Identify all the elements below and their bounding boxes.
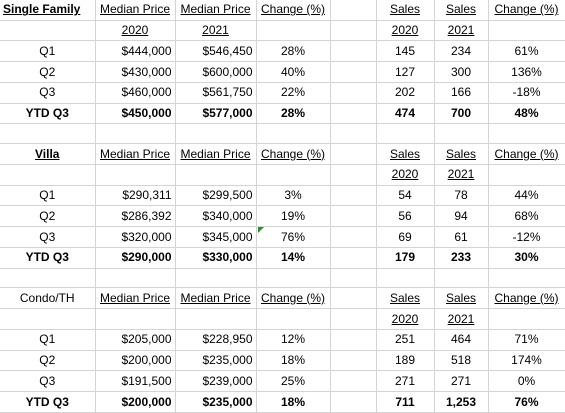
year-sales-2021[interactable]: 2021 [434,20,488,41]
blank-cell[interactable] [330,227,376,248]
quarter-label[interactable]: Q1 [0,329,95,350]
year-row [0,20,565,41]
table-row [0,329,565,350]
header-sales-2020[interactable]: Sales [376,288,434,309]
change-sales-cell[interactable]: 0% [488,371,565,392]
change-sales-cell[interactable]: 44% [488,185,565,206]
section-title[interactable]: Villa [0,144,95,165]
blank-cell[interactable] [330,82,376,103]
blank-cell[interactable] [0,20,95,41]
blank-cell[interactable] [95,124,175,144]
quarter-label[interactable]: Q1 [0,185,95,206]
quarter-label[interactable]: Q3 [0,227,95,248]
change-price-cell[interactable]: 18% [256,350,330,371]
change-sales-cell[interactable]: 71% [488,329,565,350]
year-median-2020[interactable]: 2020 [95,20,175,41]
change-price-cell[interactable]: 25% [256,371,330,392]
blank-cell[interactable] [376,268,434,288]
header-change-price[interactable]: Change (%) [256,0,330,20]
change-sales-cell[interactable]: 68% [488,206,565,227]
header-median-2021[interactable]: Median Price [175,144,256,165]
change-price-cell[interactable]: 12% [256,329,330,350]
median-2021-cell[interactable]: $228,950 [175,329,256,350]
change-sales-cell[interactable]: -18% [488,82,565,103]
spacer-row [0,124,565,144]
header-sales-2021[interactable]: Sales [434,0,488,20]
header-median-2020[interactable]: Median Price [95,144,175,165]
ytd-median-2021[interactable]: $577,000 [175,103,256,124]
blank-cell[interactable] [488,309,565,330]
blank-cell[interactable] [330,41,376,62]
section-title[interactable]: Single Family [0,0,95,20]
change-price-cell[interactable]: 3% [256,185,330,206]
table-row [0,41,565,62]
blank-cell[interactable] [330,206,376,227]
year-row [0,164,565,185]
ytd-label[interactable]: YTD Q3 [0,392,95,413]
median-2020-cell[interactable]: $320,000 [95,227,175,248]
sales-2021-cell[interactable]: 300 [434,62,488,83]
header-sales-2021[interactable]: Sales [434,288,488,309]
ytd-median-2020[interactable]: $450,000 [95,103,175,124]
blank-cell[interactable] [330,0,376,20]
change-sales-cell[interactable]: 61% [488,41,565,62]
ytd-label[interactable]: YTD Q3 [0,103,95,124]
blank-cell[interactable] [488,124,565,144]
blank-cell[interactable] [330,392,376,413]
median-2021-cell[interactable]: $340,000 [175,206,256,227]
median-2020-cell[interactable]: $191,500 [95,371,175,392]
median-2020-cell[interactable]: $200,000 [95,350,175,371]
section-header-row [0,144,565,165]
change-price-cell[interactable]: 40% [256,62,330,83]
ytd-change-sales[interactable]: 30% [488,247,565,268]
sales-2021-cell[interactable]: 166 [434,82,488,103]
quarter-label[interactable]: Q3 [0,371,95,392]
change-price-cell[interactable]: 19% [256,206,330,227]
blank-cell[interactable] [175,309,256,330]
spacer-row [0,268,565,288]
blank-cell[interactable] [175,164,256,185]
blank-cell[interactable] [330,20,376,41]
table-row [0,206,565,227]
table-row [0,185,565,206]
blank-cell[interactable] [488,164,565,185]
blank-cell[interactable] [488,20,565,41]
table-row [0,371,565,392]
header-sales-2021[interactable]: Sales [434,144,488,165]
sales-2021-cell[interactable]: 518 [434,350,488,371]
ytd-change-sales[interactable]: 48% [488,103,565,124]
ytd-median-2021[interactable]: $330,000 [175,247,256,268]
blank-cell[interactable] [330,185,376,206]
sales-2020-cell[interactable]: 271 [376,371,434,392]
year-sales-2020[interactable]: 2020 [376,164,434,185]
sales-2021-cell[interactable]: 61 [434,227,488,248]
quarter-label[interactable]: Q3 [0,82,95,103]
blank-cell[interactable] [95,164,175,185]
median-2021-cell[interactable]: $600,000 [175,62,256,83]
header-median-2020[interactable]: Median Price [95,288,175,309]
section-header-row [0,0,565,20]
cell-indicator-icon [258,227,264,233]
median-2020-cell[interactable]: $460,000 [95,82,175,103]
header-sales-2020[interactable]: Sales [376,0,434,20]
ytd-sales-2021[interactable]: 233 [434,247,488,268]
section-header-row [0,288,565,309]
blank-cell[interactable] [330,309,376,330]
year-sales-2020[interactable]: 2020 [376,309,434,330]
median-2021-cell[interactable]: $235,000 [175,350,256,371]
median-2020-cell[interactable]: $205,000 [95,329,175,350]
median-2021-cell[interactable]: $299,500 [175,185,256,206]
ytd-label[interactable]: YTD Q3 [0,247,95,268]
blank-cell[interactable] [330,350,376,371]
blank-cell[interactable] [330,268,376,288]
blank-cell[interactable] [434,268,488,288]
blank-cell[interactable] [256,20,330,41]
blank-cell[interactable] [330,124,376,144]
header-median-2021[interactable]: Median Price [175,0,256,20]
blank-cell[interactable] [0,309,95,330]
ytd-row [0,103,565,124]
blank-cell[interactable] [256,124,330,144]
header-change-sales[interactable]: Change (%) [488,288,565,309]
ytd-median-2020[interactable]: $200,000 [95,392,175,413]
sales-2021-cell[interactable]: 464 [434,329,488,350]
median-2020-cell[interactable]: $430,000 [95,62,175,83]
year-sales-2021[interactable]: 2021 [434,164,488,185]
change-sales-cell[interactable]: -12% [488,227,565,248]
sales-2021-cell[interactable]: 94 [434,206,488,227]
header-median-2020[interactable]: Median Price [95,0,175,20]
section-title[interactable]: Condo/TH [0,288,95,309]
year-row [0,309,565,330]
median-2021-cell[interactable]: $239,000 [175,371,256,392]
change-price-cell[interactable]: 22% [256,82,330,103]
ytd-sales-2020[interactable]: 179 [376,247,434,268]
ytd-sales-2021[interactable]: 1,253 [434,392,488,413]
change-price-cell[interactable]: 28% [256,41,330,62]
blank-cell[interactable] [95,309,175,330]
blank-cell[interactable] [330,288,376,309]
sales-2020-cell[interactable]: 202 [376,82,434,103]
median-2020-cell[interactable]: $444,000 [95,41,175,62]
ytd-sales-2021[interactable]: 700 [434,103,488,124]
ytd-row [0,247,565,268]
ytd-change-price[interactable]: 28% [256,103,330,124]
blank-cell[interactable] [0,164,95,185]
sales-2020-cell[interactable]: 189 [376,350,434,371]
header-change-price[interactable]: Change (%) [256,288,330,309]
sales-2021-cell[interactable]: 271 [434,371,488,392]
blank-cell[interactable] [330,144,376,165]
change-sales-cell[interactable]: 136% [488,62,565,83]
change-sales-cell[interactable]: 174% [488,350,565,371]
blank-cell[interactable] [330,371,376,392]
quarter-label[interactable]: Q2 [0,350,95,371]
header-median-2021[interactable]: Median Price [175,288,256,309]
ytd-median-2020[interactable]: $290,000 [95,247,175,268]
change-price-cell[interactable]: 76% [256,227,330,248]
sales-2020-cell[interactable]: 69 [376,227,434,248]
blank-cell[interactable] [330,164,376,185]
header-change-price[interactable]: Change (%) [256,144,330,165]
median-2020-cell[interactable]: $286,392 [95,206,175,227]
blank-cell[interactable] [175,124,256,144]
ytd-median-2021[interactable]: $235,000 [175,392,256,413]
sales-2020-cell[interactable]: 145 [376,41,434,62]
header-sales-2020[interactable]: Sales [376,144,434,165]
sales-2021-cell[interactable]: 78 [434,185,488,206]
sales-2020-cell[interactable]: 251 [376,329,434,350]
ytd-sales-2020[interactable]: 711 [376,392,434,413]
blank-cell[interactable] [256,309,330,330]
header-change-sales[interactable]: Change (%) [488,0,565,20]
blank-cell[interactable] [95,268,175,288]
blank-cell[interactable] [376,124,434,144]
ytd-change-price[interactable]: 18% [256,392,330,413]
sales-2021-cell[interactable]: 234 [434,41,488,62]
blank-cell[interactable] [0,268,95,288]
year-median-2021[interactable]: 2021 [175,20,256,41]
blank-cell[interactable] [0,124,95,144]
blank-cell[interactable] [434,124,488,144]
quarter-label[interactable]: Q2 [0,206,95,227]
table-row [0,350,565,371]
blank-cell[interactable] [330,62,376,83]
header-change-sales[interactable]: Change (%) [488,144,565,165]
sales-2020-cell[interactable]: 127 [376,62,434,83]
table-row [0,227,565,248]
blank-cell[interactable] [256,164,330,185]
blank-cell[interactable] [256,268,330,288]
blank-cell[interactable] [330,247,376,268]
blank-cell[interactable] [330,103,376,124]
median-2021-cell[interactable]: $546,450 [175,41,256,62]
median-2021-cell[interactable]: $561,750 [175,82,256,103]
blank-cell[interactable] [330,329,376,350]
median-2020-cell[interactable]: $290,311 [95,185,175,206]
median-2021-cell[interactable]: $345,000 [175,227,256,248]
blank-cell[interactable] [488,268,565,288]
quarter-label[interactable]: Q2 [0,62,95,83]
quarter-label[interactable]: Q1 [0,41,95,62]
sales-2020-cell[interactable]: 54 [376,185,434,206]
ytd-row [0,392,565,413]
table-row [0,62,565,83]
ytd-change-price[interactable]: 14% [256,247,330,268]
blank-cell[interactable] [175,268,256,288]
ytd-change-sales[interactable]: 76% [488,392,565,413]
year-sales-2020[interactable]: 2020 [376,20,434,41]
ytd-sales-2020[interactable]: 474 [376,103,434,124]
sales-2020-cell[interactable]: 56 [376,206,434,227]
year-sales-2021[interactable]: 2021 [434,309,488,330]
table-row [0,82,565,103]
